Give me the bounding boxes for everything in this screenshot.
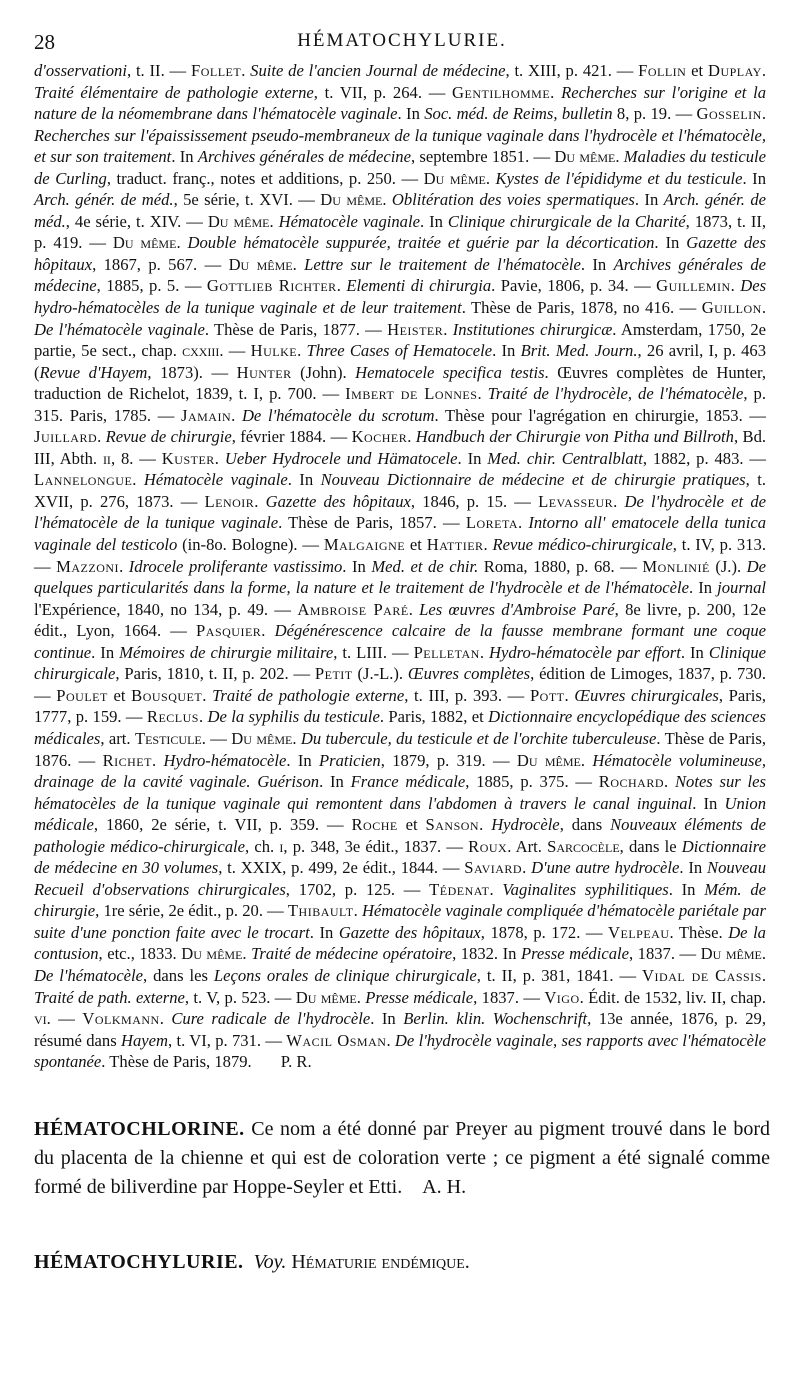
bib-title: Archives générales de médecine xyxy=(197,147,411,167)
bib-title: Mém. de chirurgie xyxy=(34,879,766,921)
bib-author: Ambroise Paré xyxy=(297,599,409,619)
bib-title: Œuvres chirurgicales xyxy=(574,685,719,705)
bib-text: , t. II. — xyxy=(126,61,191,80)
bib-author: Lenoir xyxy=(204,491,255,511)
bib-title: Elementi di chirurgia xyxy=(346,276,492,296)
bib-author: Bousquet xyxy=(131,685,203,705)
bib-text: . xyxy=(615,147,624,167)
bibliography-text xyxy=(34,61,766,1071)
bib-text: . xyxy=(564,685,575,705)
bib-title: Traité élémentaire de pathologie externe xyxy=(34,82,314,102)
bib-title: Hydro-hématocèle xyxy=(163,750,287,770)
bib-text: . — xyxy=(46,1009,83,1029)
bib-text: . Art. xyxy=(507,836,548,856)
bib-smallcaps: Du même xyxy=(112,233,177,253)
bib-title: Hématocèle volumineuse, drainage de la cavité vaginale. Guérison xyxy=(34,750,767,792)
bib-text: , 8. — xyxy=(110,448,162,468)
bib-title: Intorno all' ematocele della tunica vaginale del testicolo xyxy=(34,513,767,555)
bib-title: Traité de pathologie externe xyxy=(212,685,405,705)
bib-title: De l'hématocèle vaginale xyxy=(34,319,205,339)
bib-text: , 1882, p. 483. — xyxy=(642,448,767,468)
bib-author: Hulke xyxy=(250,341,298,361)
bib-title: Dégénérescence calcaire de la fausse membrane formant une coque continue xyxy=(34,621,767,662)
bib-title: Du tubercule, du testicule et de l'orchite tuberculeuse xyxy=(300,728,657,748)
bib-text: . xyxy=(483,535,493,555)
bib-title: De quelques particularités dans la forme, la nature et le traitement de l'hydrocèle et de l'hématocèle xyxy=(34,556,767,598)
bib-text: . xyxy=(489,879,503,899)
page-number: 28 xyxy=(34,30,55,54)
bib-author: Roche xyxy=(351,815,398,835)
bib-text: , 1867, p. 567. — xyxy=(92,254,229,274)
bib-text: , p. 315. Paris, 1785. — xyxy=(34,384,766,425)
bib-smallcaps: Testicule xyxy=(134,728,202,748)
bib-title: Clinique chirurgicale xyxy=(34,642,767,684)
bib-title: Hydrocèle xyxy=(491,815,560,835)
bib-text: . In xyxy=(397,104,425,124)
bib-title: Revue médico-chirurgicale xyxy=(492,535,673,555)
bib-title: Arch. génér. de méd. xyxy=(34,190,767,231)
bib-text: , 1885, p. 5. — xyxy=(96,276,207,296)
bib-title: d'osservationi xyxy=(34,61,127,80)
dictionary-entry-hematochylurie xyxy=(34,1248,770,1277)
bib-title: Recherches sur l'épaississement pseudo-membraneux de la tunique vaginale dans l'hydrocèle et l'hématocèle, et sur son traitement xyxy=(34,125,766,167)
bib-title: Nouveau Dictionnaire de médecine et de chirurgie pratiques xyxy=(320,470,746,490)
bib-text: , art. xyxy=(100,728,135,748)
bib-title: Hématocèle vaginale xyxy=(143,470,288,490)
bib-author: Hattier xyxy=(426,535,484,555)
bib-title: Praticien xyxy=(318,750,381,770)
bib-author: Pasquier xyxy=(196,621,262,641)
bib-text: , dans le xyxy=(619,836,682,856)
entry-headword: HÉMATOCHLORINE. xyxy=(34,1117,245,1140)
bib-text: , traduct. franç., notes et additions, p. 250. — xyxy=(106,168,424,188)
bib-title: Clinique chirurgicale de la Charité xyxy=(447,211,686,231)
bib-text: . Thèse pour l'agrégation en chirurgie, 1853. — xyxy=(434,405,767,425)
bib-text: . In xyxy=(679,858,707,878)
bib-text: . xyxy=(214,448,225,468)
bib-text: et xyxy=(405,535,427,555)
bib-text: . xyxy=(408,599,420,619)
bib-title: De l'hydrocèle et de l'hématocèle de la tunique vaginale xyxy=(34,491,767,533)
bib-title: Institutiones chirurgicæ xyxy=(452,319,613,339)
bib-text: . xyxy=(292,254,305,274)
bib-text: , Paris, 1810, t. II, p. 202. — xyxy=(115,664,315,684)
bib-author: Loreta xyxy=(465,513,518,533)
bib-text: . In xyxy=(689,578,718,598)
bib-text: (in-8o. Bologne). — xyxy=(177,535,324,555)
bib-text: , t. XVII, p. 276, 1873. — xyxy=(34,470,766,511)
bib-text: , t. III, p. 393. — xyxy=(404,685,530,705)
bib-author: Reclus xyxy=(146,707,199,727)
bib-smallcaps: vi xyxy=(34,1009,47,1029)
bib-text: , 1837. — xyxy=(628,944,701,964)
bib-text: . xyxy=(198,707,208,727)
bib-text: (J.). xyxy=(709,556,747,576)
bib-text: . In xyxy=(692,793,725,813)
bib-text: et xyxy=(686,61,708,80)
bib-author: Wacil Osman xyxy=(286,1030,387,1050)
bib-text: . xyxy=(241,61,251,80)
bib-author: Lannelongue xyxy=(34,470,133,490)
bib-author: Volkmann xyxy=(82,1009,160,1029)
bib-text: , t. LIII. — xyxy=(333,642,414,662)
bib-text: . xyxy=(761,965,767,985)
bib-title: Suite de l'ancien Journal de médecine xyxy=(250,61,506,80)
bib-text: , dans les xyxy=(143,965,214,985)
bib-text: l'Expérience, 1840, no 134, p. 49. — xyxy=(34,599,298,619)
bib-text: , 1702, p. 125. — xyxy=(285,879,430,899)
bib-text: (John). xyxy=(291,362,356,382)
bib-text: . xyxy=(517,513,529,533)
bib-title: Med. chir. Centralblatt xyxy=(487,448,643,468)
bib-text: . xyxy=(97,427,106,447)
bib-text: . xyxy=(231,405,242,425)
bib-text: . xyxy=(485,168,496,188)
bib-author: Pott xyxy=(529,685,565,705)
bib-text: . xyxy=(353,901,362,921)
bib-text: . — xyxy=(201,728,232,748)
bib-title: Gazette des hôpitaux xyxy=(265,491,411,511)
bib-text: . xyxy=(407,427,416,447)
bib-title: Cure radicale de l'hydrocèle xyxy=(171,1009,371,1029)
bib-text: (J.-L.). xyxy=(352,664,408,684)
bib-text: . Paris, 1882, et xyxy=(379,707,489,727)
page-header xyxy=(34,26,770,60)
bibliography-signature: P. R. xyxy=(280,1052,312,1072)
bib-author: Roux xyxy=(468,836,508,856)
bib-text: , ch. xyxy=(245,836,280,856)
bib-author: Heister xyxy=(387,319,444,339)
bib-title: Handbuch der Chirurgie von Pitha und Billroth xyxy=(415,427,734,447)
bib-title: Kystes de l'épididyme et du testicule xyxy=(495,168,743,188)
bib-smallcaps: ii xyxy=(102,448,111,468)
bib-text: , 8e livre, p. 200, 12e édit., Lyon, 1664. — xyxy=(34,599,766,641)
bib-text: . xyxy=(356,987,366,1007)
bib-text: . xyxy=(580,750,593,770)
bib-text: . Thèse de Paris, 1876. — xyxy=(34,728,766,770)
bib-title: Arch. génér. de méd. xyxy=(34,190,174,210)
bib-text: . xyxy=(254,491,266,511)
bib-title: Œuvres complètes xyxy=(407,664,531,684)
bib-smallcaps: Du même xyxy=(207,211,270,231)
bib-author: Sanson xyxy=(425,815,480,835)
bib-author: Pelletan xyxy=(413,642,480,662)
bib-text: . xyxy=(386,1030,395,1050)
bib-smallcaps: Du même xyxy=(423,168,486,188)
bib-author: Jamain xyxy=(180,405,232,425)
bib-title: Traité de path. externe xyxy=(34,987,185,1007)
bib-text: . xyxy=(479,815,492,835)
bib-title: Archives générales de médecine xyxy=(34,254,766,296)
bib-title: Traité de médecine opératoire xyxy=(251,944,453,964)
bib-author: Thibault xyxy=(287,901,354,921)
bib-text: . xyxy=(522,858,532,878)
bib-title: Hématocèle vaginale xyxy=(278,211,420,231)
bib-text: . xyxy=(336,276,347,296)
bib-title: Notes sur les hématocèles de la tunique vaginale qui remontent dans l'abdomen à travers le canal inguinal xyxy=(34,772,766,813)
bib-text: . Pavie, 1806, p. 34. — xyxy=(491,276,657,296)
bib-text: , 5e série, t. XVI. — xyxy=(173,190,321,210)
bib-author: Gentilhomme xyxy=(452,82,551,102)
bib-title: Presse médicale xyxy=(365,987,474,1007)
bib-author: Richet xyxy=(102,750,152,770)
bib-author: Saviard xyxy=(464,858,523,878)
bib-title: Hematocele specifica testis xyxy=(355,362,545,382)
bib-text: . Thèse de Paris, 1877. — xyxy=(204,319,388,339)
bib-text: et xyxy=(397,815,426,835)
bib-title: Gazette des hôpitaux xyxy=(34,233,766,274)
bib-text: . In xyxy=(342,556,372,576)
bib-title: Traité de l'hydrocèle, de l'hématocèle xyxy=(487,384,744,404)
bib-text: . Thèse. xyxy=(669,922,729,942)
bib-author: Rochard xyxy=(598,772,665,792)
bib-title: Dictionnaire de médecine en 30 volumes xyxy=(34,836,766,878)
bib-text: . xyxy=(297,341,307,361)
bib-text: , 1832. In xyxy=(452,944,521,964)
bib-text: . xyxy=(292,728,301,748)
bib-author: Malgaigne xyxy=(323,535,406,555)
bib-text: . In xyxy=(492,341,521,361)
bib-text: . xyxy=(613,491,625,511)
bib-author: Vidal de Cassis xyxy=(642,965,762,985)
running-title: HÉMATOCHYLURIE. xyxy=(297,30,507,51)
bib-text: Roma, 1880, p. 68. — xyxy=(478,556,643,576)
bib-text: . xyxy=(176,233,188,253)
bib-title: Brit. Med. Journ. xyxy=(520,341,638,361)
bib-text: , 1re série, 2e édit., p. 20. — xyxy=(95,901,288,921)
bib-text: 8, p. 19. — xyxy=(612,104,697,124)
bib-text: . xyxy=(132,470,144,490)
see-also-label: Voy. xyxy=(253,1250,287,1273)
bib-title: Revue d'Hayem xyxy=(39,362,148,382)
bib-author: Guillon xyxy=(701,298,762,318)
bib-smallcaps: Du même xyxy=(181,944,243,964)
bib-author: Follet xyxy=(190,61,242,80)
bib-text: . Thèse de Paris, 1857. — xyxy=(278,513,466,533)
bib-text: , 4e série, t. XIV. — xyxy=(65,211,208,231)
bib-title: De la syphilis du testicule xyxy=(207,707,380,727)
bib-text: . xyxy=(761,298,766,318)
bib-smallcaps: Du même xyxy=(295,987,357,1007)
bib-smallcaps: Du même xyxy=(320,190,383,210)
bib-text: . xyxy=(761,104,766,124)
bib-text: , t. IV, p. 313. — xyxy=(34,535,766,576)
bib-smallcaps: Du même xyxy=(554,147,616,167)
bib-author: Kocher xyxy=(351,427,408,447)
bib-title: Oblitération des voies spermatiques xyxy=(391,190,635,210)
see-also-target: Hématurie endémique. xyxy=(291,1250,470,1273)
entry-text: Ce nom a été donné par Preyer au pigment trouvé dans le bord du placenta de la chienne et qui est de coloration verte ; ce pigment a été signalé comme formé de biliverdine par Hoppe-Seyler et Etti. xyxy=(34,1117,771,1198)
bib-text: , t. XXIX, p. 499, 2e édit., 1844. — xyxy=(218,858,465,878)
bib-text: . xyxy=(261,621,275,641)
bib-text: . xyxy=(242,944,252,964)
bib-author: Gosselin xyxy=(696,104,762,124)
bib-text: . xyxy=(479,642,489,662)
bib-title: Revue de chirurgie xyxy=(105,427,232,447)
bib-text: . In xyxy=(457,448,488,468)
bib-text: , Paris, 1777, p. 159. — xyxy=(34,685,767,727)
bib-text: , t. VI, p. 731. — xyxy=(167,1030,287,1050)
bib-text: . — xyxy=(219,341,251,361)
bib-text: . In xyxy=(680,642,709,662)
bib-text: , 1873). — xyxy=(147,362,237,382)
bib-author: Mazzoni xyxy=(56,556,120,576)
bib-text: , édition de Limoges, 1837, p. 730. — xyxy=(34,664,767,705)
bib-text: . xyxy=(119,556,129,576)
bib-text: . In xyxy=(171,147,198,167)
bib-title: Med. et de chir. xyxy=(371,556,479,576)
bib-title: Presse médicale xyxy=(520,944,629,964)
bib-author: Duplay xyxy=(707,61,762,80)
bib-title: De l'hydrocèle vaginale, ses rapports avec l'hématocèle spontanée xyxy=(34,1030,767,1072)
bib-title: Maladies du testicule de Curling xyxy=(34,147,766,188)
bib-text: . xyxy=(151,750,164,770)
bib-smallcaps: cxxiii xyxy=(182,341,220,361)
bib-author: Vigo xyxy=(544,987,580,1007)
bib-text: . In xyxy=(91,642,120,662)
bib-author: Tédenat xyxy=(429,879,490,899)
bib-title: Vaginalites syphilitiques xyxy=(502,879,669,899)
bib-text: , 1879, p. 319. — xyxy=(380,750,517,770)
entry-headword: HÉMATOCHYLURIE. xyxy=(34,1250,244,1273)
bib-title: De la contusion xyxy=(34,922,766,964)
bib-text: . xyxy=(664,772,675,792)
bib-text: . In xyxy=(370,1009,404,1029)
bib-title: Nouveau Recueil d'observations chirurgicales xyxy=(34,858,766,899)
bib-title: France médicale xyxy=(350,772,466,792)
bib-title: Union médicale xyxy=(34,793,766,835)
bib-text: . In xyxy=(654,233,687,253)
bib-text: . In xyxy=(580,254,614,274)
bib-text: , t. II, p. 381, 1841. — xyxy=(476,965,643,985)
bib-text: . xyxy=(269,211,279,231)
bib-text: . In xyxy=(419,211,448,231)
bib-author: Kuster xyxy=(161,448,215,468)
bib-text: , 13e année, 1876, p. 29, résumé dans xyxy=(34,1009,766,1050)
bib-text: , février 1884. — xyxy=(231,427,352,447)
bib-author: Levasseur xyxy=(538,491,614,511)
bib-text: . xyxy=(159,1009,172,1029)
bib-title: Nouveaux éléments de pathologie médico-chirurgicale xyxy=(34,815,766,856)
bib-author: Gottlieb Richter xyxy=(206,276,337,296)
bib-title: Gazette des hôpitaux xyxy=(338,922,481,942)
bib-smallcaps: i xyxy=(279,836,284,856)
bib-text: , 1837. — xyxy=(473,987,545,1007)
bib-title: Les œuvres d'Ambroise Paré xyxy=(419,599,615,619)
bib-title: Leçons orales de clinique chirurgicale xyxy=(213,965,477,985)
bib-text: , t. VII, p. 264. — xyxy=(313,82,453,102)
bib-text: . In xyxy=(286,750,319,770)
bib-title: Berlin. klin. Wochenschrift xyxy=(403,1009,588,1029)
bib-author: Hunter xyxy=(236,362,292,382)
bib-title: Mémoires de chirurgie militaire xyxy=(119,642,334,662)
bib-text: . xyxy=(202,685,213,705)
bib-text: , Bd. III, Abth. xyxy=(34,427,767,468)
bib-text: . In xyxy=(319,772,351,792)
bib-text: . Amsterdam, 1750, 2e partie, 5e sect., chap. xyxy=(34,319,767,361)
bib-title: Three Cases of Hematocele xyxy=(306,341,493,361)
bib-title: Double hématocèle suppurée, traitée et guérie par la décortication xyxy=(187,233,655,253)
bib-text: . Œuvres complètes de Hunter, traduction de Richelot, 1839, t. I, p. 700. — xyxy=(34,362,766,404)
bib-author: Petit xyxy=(314,664,353,684)
bib-smallcaps: Du même xyxy=(228,254,293,274)
bib-text: , dans xyxy=(559,815,611,835)
bib-title: journal xyxy=(717,578,766,598)
bib-author: Imbert de Lonnes xyxy=(345,384,478,404)
bib-title: Hayem xyxy=(120,1030,168,1050)
bib-title: Des hydro-hématocèles de la tunique vaginale et de leur traitement xyxy=(34,276,767,318)
dictionary-entry-hematochlorine xyxy=(34,1115,770,1202)
bib-text: . xyxy=(761,944,766,964)
bib-text: , 1878, p. 172. — xyxy=(480,922,609,942)
bib-smallcaps: Du même xyxy=(700,944,762,964)
bib-text: . Thèse de Paris, 1879. xyxy=(101,1052,252,1072)
bib-text: . In xyxy=(668,879,705,899)
bib-title: Soc. méd. de Reims, bulletin xyxy=(424,104,613,124)
bib-text: , p. 348, 3e édit., 1837. — xyxy=(283,836,469,856)
bib-text: , 1873, t. II, p. 419. — xyxy=(34,211,767,253)
bib-smallcaps: Sarcocèle xyxy=(547,836,620,856)
bib-text: , t. V, p. 523. — xyxy=(184,987,296,1007)
bib-text: . Thèse de Paris, 1878, no 416. — xyxy=(461,298,702,318)
bib-author: Velpeau xyxy=(608,922,670,942)
bib-author: Monlinié xyxy=(642,556,710,576)
bib-title: De l'hématocèle xyxy=(34,965,144,985)
bib-smallcaps: Du même xyxy=(516,750,581,770)
entry-signature: A. H. xyxy=(422,1175,467,1198)
bib-title: Ueber Hydrocele und Hämatocele xyxy=(224,448,458,468)
bib-text: , septembre 1851. — xyxy=(410,147,555,167)
bib-text: . xyxy=(730,276,741,296)
bib-text: . In xyxy=(634,190,664,210)
bib-text: , 1885, p. 375. — xyxy=(465,772,599,792)
bib-text: . In xyxy=(742,168,767,188)
bib-title: Recherches sur l'origine et la nature de la néomembrane dans l'hématocèle vaginale xyxy=(34,82,767,124)
bib-text: , etc., 1833. xyxy=(98,944,182,964)
bib-title: Dictionnaire encyclopédique des sciences médicales xyxy=(34,707,766,748)
bib-text: . xyxy=(477,384,488,404)
bib-text: . xyxy=(443,319,453,339)
bib-text: , 26 avril, I, p. 463 ( xyxy=(34,341,766,382)
bib-text: , 1860, 2e série, t. VII, p. 359. — xyxy=(93,815,352,835)
bib-title: Hématocèle vaginale compliquée d'hématocèle pariétale par suite d'une ponction faite avec le trocart xyxy=(34,901,766,942)
bib-smallcaps: Du même xyxy=(231,728,293,748)
bib-text: . Édit. de 1532, liv. II, chap. xyxy=(579,987,766,1007)
bib-text: . In xyxy=(287,470,321,490)
bib-title: Lettre sur le traitement de l'hématocèle xyxy=(304,254,581,274)
bib-text: et xyxy=(107,685,132,705)
bib-title: Hydro-hématocèle par effort xyxy=(489,642,681,662)
bib-author: Follin xyxy=(638,61,687,80)
bib-title: De l'hématocèle du scrotum xyxy=(241,405,435,425)
bib-text: . In xyxy=(309,922,339,942)
bib-text: , t. XIII, p. 421. — xyxy=(505,61,639,80)
bibliography-paragraph xyxy=(34,60,770,1073)
bib-author: Juillard xyxy=(34,427,98,447)
bib-text: . xyxy=(382,190,392,210)
bib-title: D'une autre hydrocèle xyxy=(531,858,680,878)
bib-text: , 1846, p. 15. — xyxy=(410,491,539,511)
bib-title: Idrocele proliferante vastissimo xyxy=(128,556,343,576)
bib-text: . xyxy=(550,82,562,102)
bib-text: . xyxy=(761,61,767,80)
bib-author: Poulet xyxy=(56,685,108,705)
bib-author: Guillemin xyxy=(656,276,731,296)
